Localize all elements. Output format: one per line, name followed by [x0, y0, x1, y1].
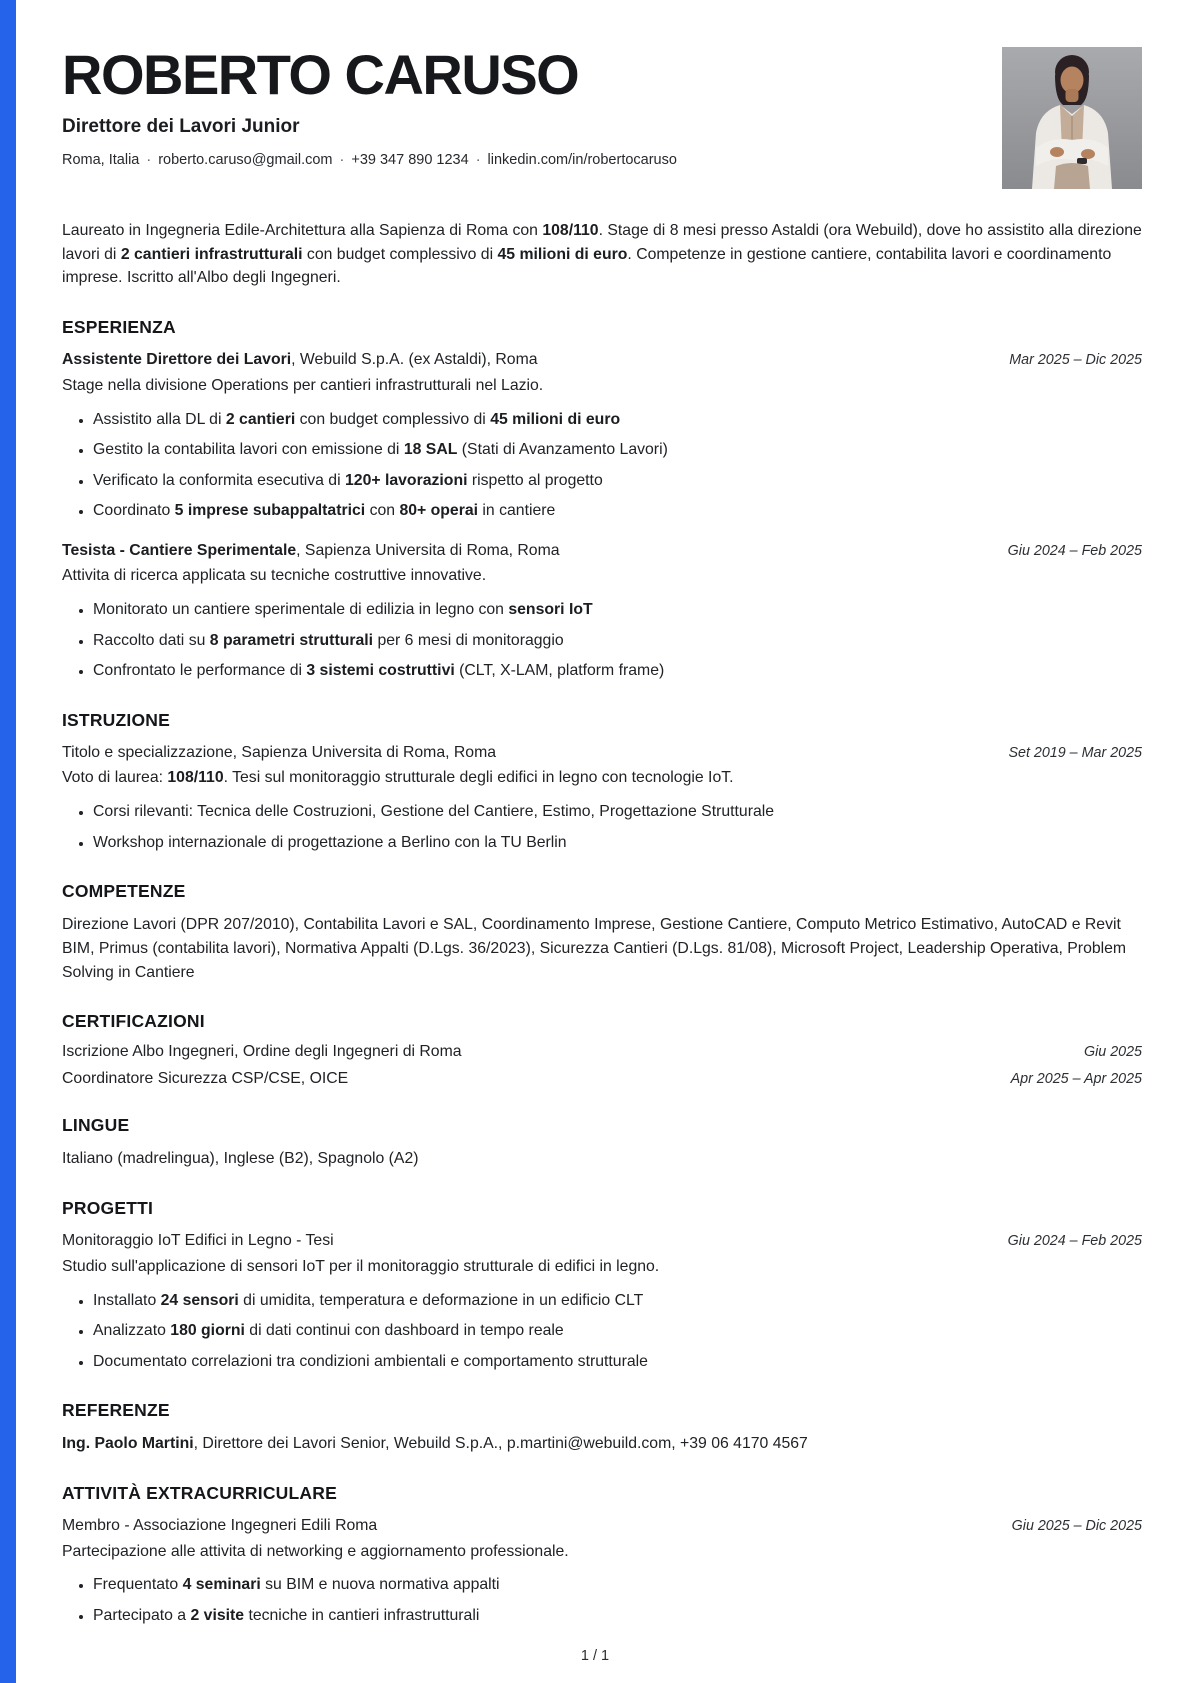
section-heading-certificazioni: CERTIFICAZIONI — [62, 1011, 205, 1032]
bullet-list — [62, 599, 1142, 682]
entry-date: Giu 2024 – Feb 2025 — [1007, 1232, 1142, 1249]
extracurricular-entry — [62, 1515, 1142, 1628]
entry-date: Mar 2025 – Dic 2025 — [1009, 352, 1142, 369]
certification-row — [62, 1043, 1142, 1061]
bullet-list — [62, 801, 1142, 854]
reference-line: Ing. Paolo Martini, Direttore dei Lavori Senior, Webuild S.p.A., p.martini@webuild.com, +39 06 4170 4567 — [62, 1435, 808, 1452]
entry-header — [62, 540, 1142, 563]
resume-page — [62, 0, 1142, 1635]
languages-line: Italiano (madrelingua), Inglese (B2), Spagnolo (A2) — [62, 1150, 419, 1168]
contact-separator: · — [146, 152, 152, 169]
section-heading-esperienza: ESPERIENZA — [62, 317, 176, 338]
contact-separator: · — [339, 152, 345, 169]
contact-line — [62, 152, 972, 168]
experience-entry — [62, 349, 1142, 522]
entry-title: Monitoraggio IoT Edifici in Legno - Tesi — [62, 1231, 334, 1249]
section-istruzione — [62, 710, 1142, 855]
entry-title: Tesista - Cantiere Sperimentale, Sapienza Universita di Roma, Roma — [62, 541, 560, 559]
section-heading-istruzione: ISTRUZIONE — [62, 709, 170, 730]
bullet-item: • Assistito alla DL di 2 cantieri con budget complessivo di 45 milioni di euro — [93, 409, 1142, 431]
section-heading-attivita: ATTIVITÀ EXTRACURRICULARE — [62, 1482, 337, 1503]
entry-header — [62, 1230, 1142, 1253]
bullet-list — [62, 409, 1142, 523]
certification-name: Iscrizione Albo Ingegneri, Ordine degli Ingegneri di Roma — [62, 1043, 462, 1061]
entry-date: Giu 2024 – Feb 2025 — [1007, 542, 1142, 559]
entry-description: Partecipazione alle attivita di networking e aggiornamento professionale. — [62, 1542, 569, 1560]
entry-description: Studio sull'applicazione di sensori IoT per il monitoraggio strutturale di edifici in legno. — [62, 1257, 660, 1275]
bullet-list — [62, 1574, 1142, 1627]
section-heading-progetti: PROGETTI — [62, 1197, 154, 1218]
bullet-item: • Coordinato 5 imprese subappaltatrici con 80+ operai in cantiere — [93, 500, 1142, 522]
section-lingue — [62, 1115, 1142, 1171]
bullet-item: • Monitorato un cantiere sperimentale di edilizia in legno con sensori IoT — [93, 599, 1142, 621]
bullet-item: • Documentato correlazioni tra condizioni ambientali e comportamento strutturale — [93, 1351, 1142, 1373]
certification-name: Coordinatore Sicurezza CSP/CSE, OICE — [62, 1070, 349, 1088]
entry-title: Membro - Associazione Ingegneri Edili Roma — [62, 1516, 378, 1534]
page-indicator: 1 / 1 — [580, 1648, 610, 1664]
bullet-item: • Workshop internazionale di progettazione a Berlino con la TU Berlin — [93, 832, 1142, 854]
bullet-item: • Corsi rilevanti: Tecnica delle Costruzioni, Gestione del Cantiere, Estimo, Progettazione Strutturale — [93, 801, 1142, 823]
header — [62, 0, 1142, 189]
job-title: Direttore dei Lavori Junior — [62, 116, 300, 138]
entry-description: Attivita di ricerca applicata su tecniche costruttive innovative. — [62, 567, 487, 585]
section-heading-competenze: COMPETENZE — [62, 881, 186, 902]
bullet-item: • Raccolto dati su 8 parametri strutturali per 6 mesi di monitoraggio — [93, 630, 1142, 652]
experience-entry — [62, 540, 1142, 683]
entry-title: Assistente Direttore dei Lavori, Webuild S.p.A. (ex Astaldi), Roma — [62, 351, 538, 369]
contact-phone: +39 347 890 1234 — [351, 152, 469, 169]
entry-description: Stage nella divisione Operations per cantieri infrastrutturali nel Lazio. — [62, 376, 544, 394]
entry-date: Giu 2025 – Dic 2025 — [1011, 1517, 1142, 1534]
entry-header — [62, 742, 1142, 765]
bullet-item: • Partecipato a 2 visite tecniche in cantieri infrastrutturali — [93, 1605, 1142, 1627]
bullet-item: • Frequentato 4 seminari su BIM e nuova normativa appalti — [93, 1574, 1142, 1596]
section-heading-lingue: LINGUE — [62, 1115, 130, 1136]
entry-title: Titolo e specializzazione, Sapienza Universita di Roma, Roma — [62, 743, 497, 761]
bullet-item: • Analizzato 180 giorni di dati continui con dashboard in tempo reale — [93, 1320, 1142, 1342]
section-certificazioni — [62, 1011, 1142, 1088]
left-accent-bar — [0, 0, 16, 1683]
section-heading-referenze: REFERENZE — [62, 1400, 170, 1420]
bullet-item: • Confrontato le performance di 3 sistemi costruttivi (CLT, X-LAM, platform frame) — [93, 660, 1142, 682]
contact-email: roberto.caruso@gmail.com — [158, 152, 333, 169]
bullet-item: • Installato 24 sensori di umidita, temperatura e deformazione in un edificio CLT — [93, 1290, 1142, 1312]
entry-date: Set 2019 – Mar 2025 — [1008, 744, 1142, 761]
profile-photo-illustration — [1002, 47, 1142, 189]
section-competenze — [62, 881, 1142, 984]
bullet-list — [62, 1290, 1142, 1373]
profile-photo — [1002, 47, 1142, 189]
entry-header — [62, 1515, 1142, 1538]
summary-paragraph: Laureato in Ingegneria Edile-Architettura alla Sapienza di Roma con 108/110. Stage di 8 mesi presso Astaldi (ora Webuild), dove ho assistito alla direzione lavori di 2 cantieri infrastrutturali con budget complessivo di 45 milioni di euro. Competenze in gestione cantiere, contabilita lavori e coordinamento imprese. Iscritto all'Albo degli Ingegneri. — [62, 222, 1142, 287]
project-entry — [62, 1230, 1142, 1373]
skills-paragraph: Direzione Lavori (DPR 207/2010), Contabilita Lavori e SAL, Coordinamento Imprese, Gestione Cantiere, Computo Metrico Estimativo, AutoCAD e Revit BIM, Primus (contabilita lavori), Normativa Appalti (D.Lgs. 36/2023), Sicurezza Cantieri (D.Lgs. 81/08), Microsoft Project, Leadership Operativa, Problem Solving in Cantiere — [62, 916, 1127, 981]
section-esperienza — [62, 317, 1142, 683]
entry-description: Voto di laurea: 108/110. Tesi sul monitoraggio strutturale degli edifici in legno con tecnologie IoT. — [62, 769, 734, 787]
bullet-item: • Verificato la conformita esecutiva di 120+ lavorazioni rispetto al progetto — [93, 470, 1142, 492]
contact-linkedin: linkedin.com/in/robertocaruso — [487, 152, 677, 169]
contact-location: Roma, Italia — [62, 152, 140, 169]
bullet-item: • Gestito la contabilita lavori con emissione di 18 SAL (Stati di Avanzamento Lavori) — [93, 439, 1142, 461]
header-text-block — [62, 43, 1002, 169]
certification-date: Giu 2025 — [1083, 1044, 1142, 1061]
section-progetti — [62, 1198, 1142, 1373]
section-attivita-extracurriculare — [62, 1483, 1142, 1628]
education-entry — [62, 742, 1142, 855]
certification-row — [62, 1070, 1142, 1088]
contact-separator: · — [475, 152, 481, 169]
entry-header — [62, 349, 1142, 372]
certification-date: Apr 2025 – Apr 2025 — [1010, 1071, 1142, 1088]
candidate-name: ROBERTO CARUSO — [62, 43, 579, 106]
section-referenze — [62, 1400, 1142, 1456]
